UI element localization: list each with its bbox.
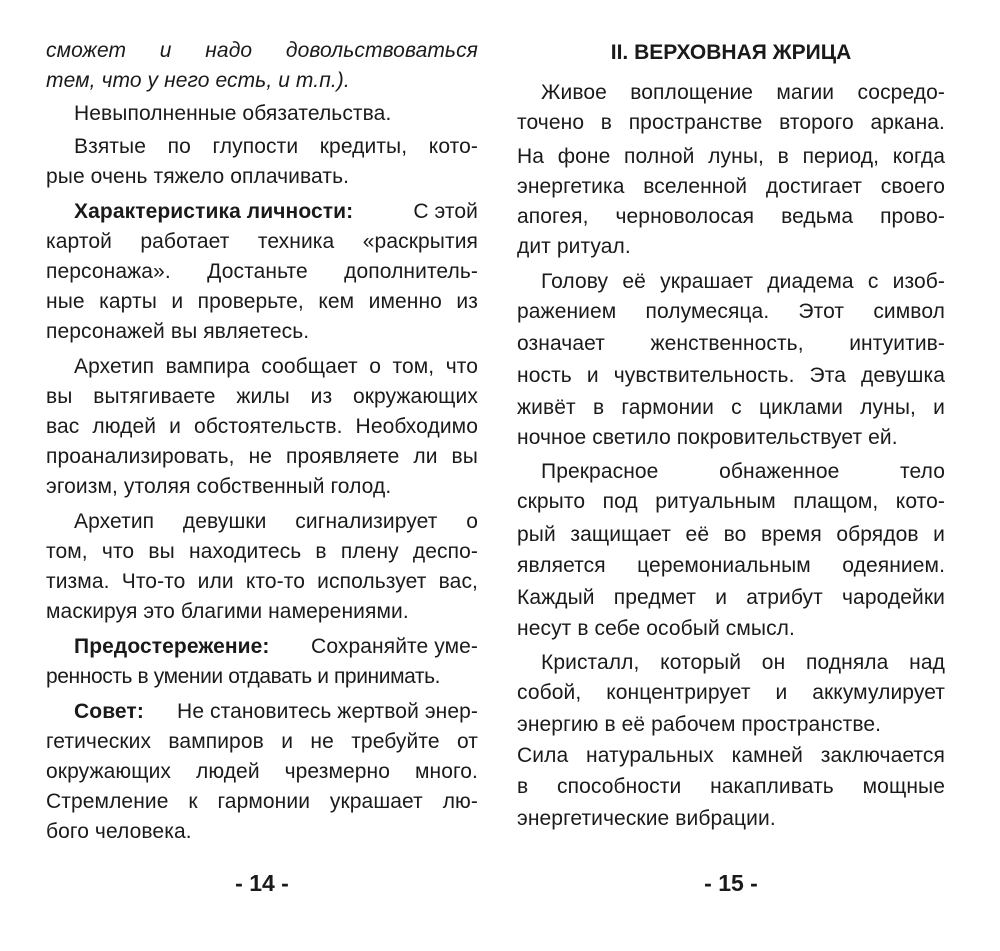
text-line: На фоне полной луны, в период, когда [517,145,945,168]
text-line [46,197,478,227]
chapter-title: II. ВЕРХОВНАЯ ЖРИЦА [610,41,852,64]
text-line: дит ритуал. [517,235,631,258]
left-page [46,0,478,951]
text-line: Голову её украшает диадема с изоб- [541,270,945,293]
text-line: Каждый предмет и атрибут чародейки [517,586,945,609]
text-line: ночное светило покровительствует ей. [517,426,898,449]
advice-text: Не становитесь жертвой энер- [171,700,478,723]
text-line: маскируя это благими намерениями. [46,600,409,623]
text-line: означает женственность, интуитив- [517,332,945,355]
text-line: Архетип девушки сигнализирует о [74,510,478,533]
warning-label: Предостережение: [74,635,270,658]
text-line: персонажей вы являетесь. [46,320,310,343]
text-line: энергетика вселенной достигает своего [517,175,945,198]
text-line: Стремление к гармонии украшает лю- [46,790,478,813]
text-line: том, что вы находитесь в плену деспо- [46,540,478,563]
text-line: рый защищает её во время обрядов и [517,523,945,546]
text-line: тизма. Что-то или кто-то использует вас, [46,570,478,593]
text-line: ность и чувствительность. Эта девушка [517,364,945,387]
text-line: в способности накапливать мощные [517,775,945,798]
text-line: проанализировать, не проявляете ли вы [46,445,478,468]
text-line: апогея, черноволосая ведьма прово- [517,205,945,228]
text-line: ные карты и проверьте, кем именно из [46,290,478,313]
text-line: бого человека. [46,820,192,843]
text-line: энергетические вибрации. [517,807,776,830]
text-line: Взятые по глупости кредиты, кото- [74,135,478,158]
page-number: - 14 - [235,870,289,896]
text-line: сможет и надо довольствоваться [46,39,478,62]
characteristic-label: Характеристика личности: [74,200,354,223]
text-line: Кристалл, который он подняла над [541,651,945,674]
text-line: ражением полумесяца. Этот символ [517,300,945,323]
text-line: скрыто под ритуальным плащом, кото- [517,490,945,513]
text-line: картой работает техника «раскрытия [46,230,478,253]
text-line: точено в пространстве второго аркана. [517,111,945,134]
warning-text: Сохраняйте уме- [305,635,478,658]
text-line: Архетип вампира сообщает о том, что [74,355,478,378]
text-line [46,697,478,727]
text-line: вы вытягиваете жилы из окружающих [46,385,478,408]
text-line: тем, что у него есть, и т.п.). [46,69,350,92]
text-line: гетических вампиров и не требуйте от [46,730,478,753]
text-line: Сила натуральных камней заключается [517,744,945,767]
text-line: окружающих людей чрезмерно много. [46,760,478,783]
text-line: Живое воплощение магии сосредо- [541,81,945,104]
text-line: является церемониальным одеянием. [517,554,945,577]
text-line: рые очень тяжело оплачивать. [46,165,350,188]
text-line: несут в себе особый смысл. [517,617,795,640]
text-line: живёт в гармонии с циклами луны, и [517,396,945,419]
right-page [517,0,945,951]
advice-label: Совет: [74,700,144,723]
text-line: персонажа». Достаньте дополнитель- [46,260,478,283]
text-line [46,632,478,662]
text-line: вас людей и обстоятельств. Необходимо [46,415,478,438]
text-line: эгоизм, утоляя собственный голод. [46,475,392,498]
text-line: Прекрасное обнаженное тело [541,460,945,483]
page-number: - 15 - [704,870,758,896]
text-line: энергию в её рабочем пространстве. [517,713,882,736]
characteristic-text: С этой [407,200,478,223]
text-line: Невыполненные обязательства. [74,102,392,125]
text-line: собой, концентрирует и аккумулирует [517,681,945,704]
text-line: ренность в умении отдавать и принимать. [46,665,441,688]
